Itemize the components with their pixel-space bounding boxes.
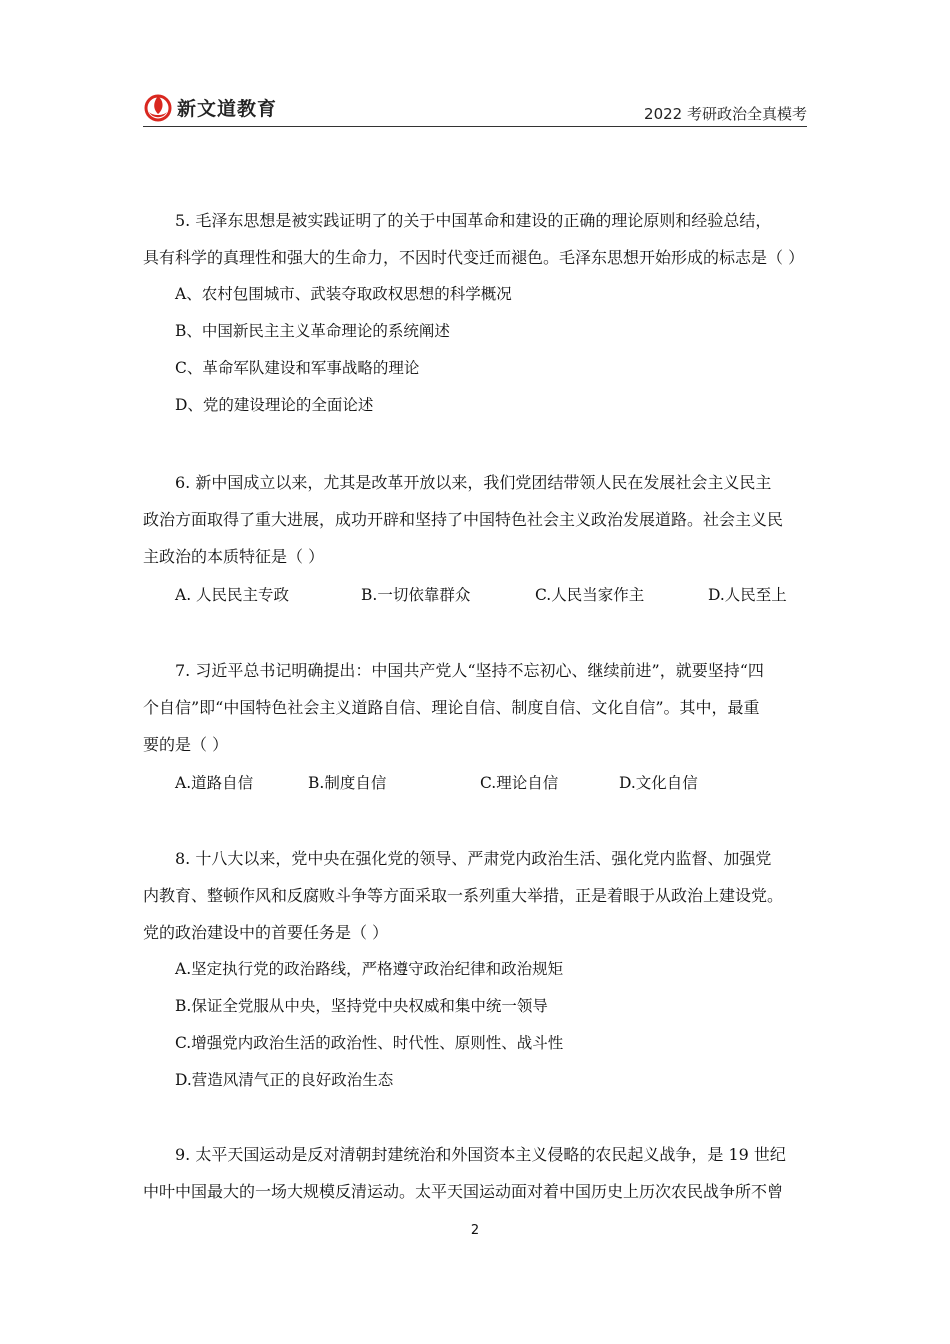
q5-option-c: C、革命军队建设和军事战略的理论 bbox=[175, 359, 420, 377]
q5-line-1: 5. 毛泽东思想是被实践证明了的关于中国革命和建设的正确的理论原则和经验总结， bbox=[175, 211, 772, 230]
question-8 bbox=[143, 840, 813, 1099]
q9-line-1: 9. 太平天国运动是反对清朝封建统治和外国资本主义侵略的农民起义战争，是 19 世纪 bbox=[175, 1145, 786, 1164]
q8-line-3: 党的政治建设中的首要任务是（ ） bbox=[143, 923, 389, 942]
q7-line-1: 7. 习近平总书记明确提出：中国共产党人“坚持不忘初心、继续前进”，就要坚持“四 bbox=[175, 661, 764, 680]
question-9 bbox=[143, 1136, 813, 1210]
question-7 bbox=[143, 652, 813, 763]
brand-logo bbox=[143, 90, 277, 124]
q7-option-d: D.文化自信 bbox=[619, 774, 698, 792]
q6-option-b: B.一切依靠群众 bbox=[361, 586, 471, 604]
q6-line-1: 6. 新中国成立以来，尤其是改革开放以来，我们党团结带领人民在发展社会主义民主 bbox=[175, 473, 772, 492]
q5-option-d: D、党的建设理论的全面论述 bbox=[175, 396, 374, 414]
page-header bbox=[143, 88, 807, 128]
q6-option-c: C.人民当家作主 bbox=[535, 586, 645, 604]
q9-line-2: 中叶中国最大的一场大规模反清运动。太平天国运动面对着中国历史上历次农民战争所不曾 bbox=[143, 1182, 784, 1201]
q5-line-2: 具有科学的真理性和强大的生命力，不因时代变迁而褪色。毛泽东思想开始形成的标志是（ ） bbox=[143, 248, 805, 267]
q8-option-b: B.保证全党服从中央，坚持党中央权威和集中统一领导 bbox=[175, 997, 548, 1015]
brand-name: 新文道教育 bbox=[177, 97, 278, 120]
q8-line-2: 内教育、整顿作风和反腐败斗争等方面采取一系列重大举措，正是着眼于从政治上建设党。 bbox=[143, 886, 784, 905]
q7-line-3: 要的是（ ） bbox=[143, 735, 229, 754]
question-6 bbox=[143, 464, 813, 575]
q7-option-c: C.理论自信 bbox=[480, 774, 559, 792]
flame-logo-icon bbox=[143, 92, 173, 122]
q8-line-1: 8. 十八大以来，党中央在强化党的领导、严肃党内政治生活、强化党内监督、加强党 bbox=[175, 849, 772, 868]
q7-line-2: 个自信”即“中国特色社会主义道路自信、理论自信、制度自信、文化自信”。其中，最重 bbox=[143, 698, 760, 717]
q5-option-b: B、中国新民主主义革命理论的系统阐述 bbox=[175, 322, 450, 340]
question-5 bbox=[143, 202, 813, 424]
q7-option-b: B.制度自信 bbox=[308, 774, 387, 792]
q6-line-2: 政治方面取得了重大进展，成功开辟和坚持了中国特色社会主义政治发展道路。社会主义民 bbox=[143, 510, 784, 529]
q6-option-a: A. 人民民主专政 bbox=[175, 586, 290, 604]
exam-title: 2022 考研政治全真模考 bbox=[644, 105, 807, 123]
q5-option-a: A、农村包围城市、武装夺取政权思想的科学概况 bbox=[175, 285, 512, 303]
q6-option-d: D.人民至上 bbox=[708, 586, 787, 604]
q8-option-d: D.营造风清气正的良好政治生态 bbox=[175, 1071, 394, 1089]
q6-line-3: 主政治的本质特征是（ ） bbox=[143, 547, 325, 566]
page-number: 2 bbox=[470, 1223, 480, 1238]
q8-option-a: A.坚定执行党的政治路线，严格遵守政治纪律和政治规矩 bbox=[175, 960, 564, 978]
q7-option-a: A.道路自信 bbox=[175, 774, 254, 792]
q8-option-c: C.增强党内政治生活的政治性、时代性、原则性、战斗性 bbox=[175, 1034, 564, 1052]
header-divider bbox=[143, 126, 807, 127]
